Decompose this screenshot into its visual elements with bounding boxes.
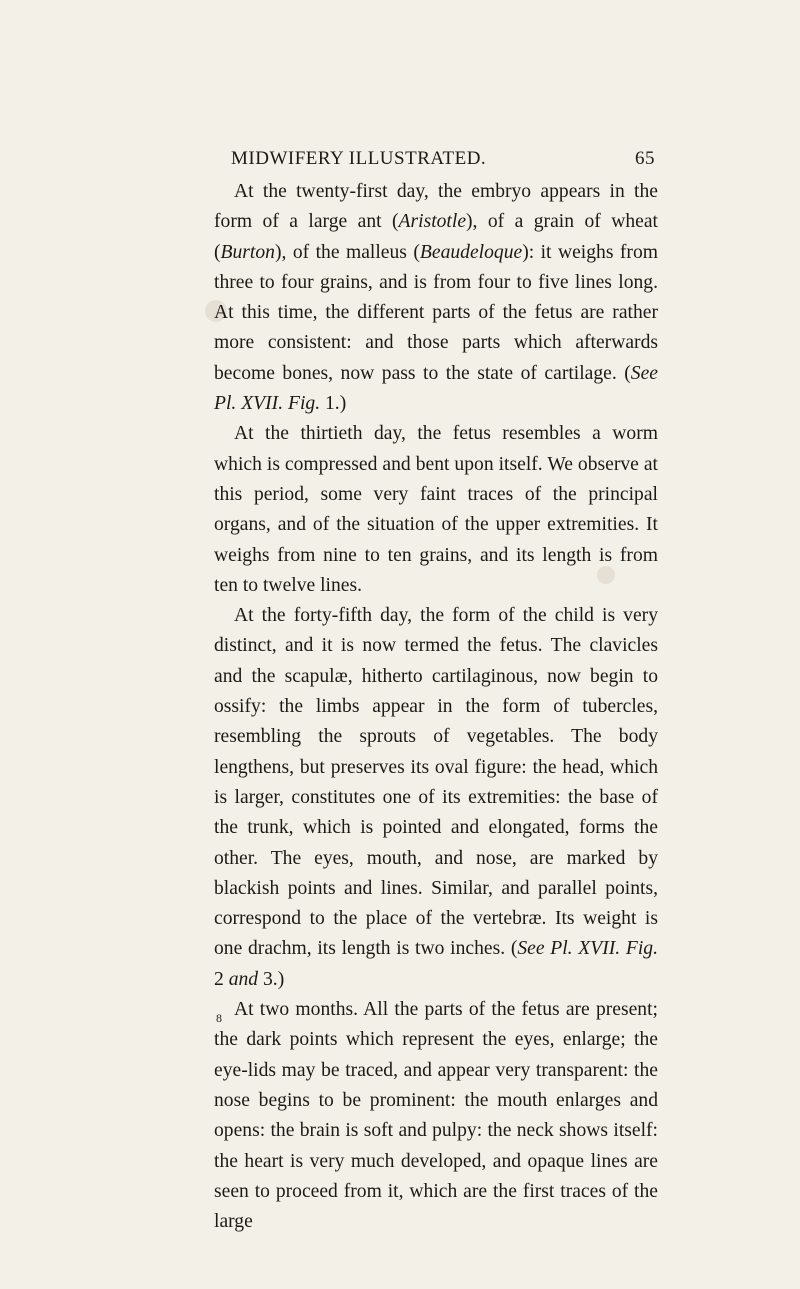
page-number: 65 <box>635 148 655 169</box>
italic-text: Aristotle <box>398 211 467 233</box>
text-run: ), of the malleus ( <box>274 241 420 263</box>
italic-text: Burton <box>220 241 275 263</box>
paragraph <box>214 419 658 601</box>
body-text <box>214 177 658 1237</box>
paragraph <box>214 601 658 995</box>
text-run: At the forty-fifth day, the form of the child is very distinct, and it is now termed the fetus. The clavicles and the scapulæ, hitherto cartilaginous, now begin to ossify: the limbs appear in the form of tubercles, resembling the sprouts of vegetables. The body lengthens, but preserves its oval figure: the head, which is larger, constitutes one of its extremities: the base of the trunk, which is pointed and elongated, forms the other. The eyes, mouth, and nose, are marked by blackish points and lines. Similar, and parallel points, correspond to the place of the vertebræ. Its weight is one drachm, its length is two inches. ( <box>214 605 658 960</box>
paragraph <box>214 177 658 419</box>
text-run: At two months. All the parts of the fetus are present; the dark points which represent the eyes, enlarge; the eye-lids may be traced, and appear very transparent: the nose begins to be prominent: the mouth enlarges and opens: the brain is soft and pulpy: the neck shows itself: the heart is very much developed, and opaque lines are seen to proceed from it, which are the first traces of the large <box>214 999 658 1233</box>
italic-text: See Pl. XVII. Fig. <box>214 362 658 415</box>
italic-text: and <box>228 968 259 990</box>
italic-text: See Pl. XVII. Fig. <box>517 938 658 960</box>
paragraph <box>214 995 658 1237</box>
text-run: ): it weighs from three to four grains, and is from four to five lines long. At this time, the different parts of the fetus are rather more consistent: and those parts which afterwards become bones, now pass to the state of cartilage. ( <box>214 241 658 384</box>
text-run: At the twenty-first day, the embryo appears in the form of a large ant ( <box>214 181 658 233</box>
running-header <box>231 148 655 172</box>
text-run: 2 <box>214 968 229 990</box>
text-run: 1.) <box>320 393 347 415</box>
text-run: 3.) <box>258 968 285 990</box>
italic-text: Beaudeloque <box>419 241 523 263</box>
running-title: MIDWIFERY ILLUSTRATED. <box>231 148 487 169</box>
text-run: ), of a grain of wheat ( <box>214 211 658 263</box>
text-run: At the thirtieth day, the fetus resembles a worm which is compressed and bent upon itself. We observe at this period, some very faint traces of the principal organs, and of the situation of the upper extremities. It weighs from nine to ten grains, and its length is from ten to twelve lines. <box>214 423 658 596</box>
signature-mark: 8 <box>216 1011 222 1025</box>
